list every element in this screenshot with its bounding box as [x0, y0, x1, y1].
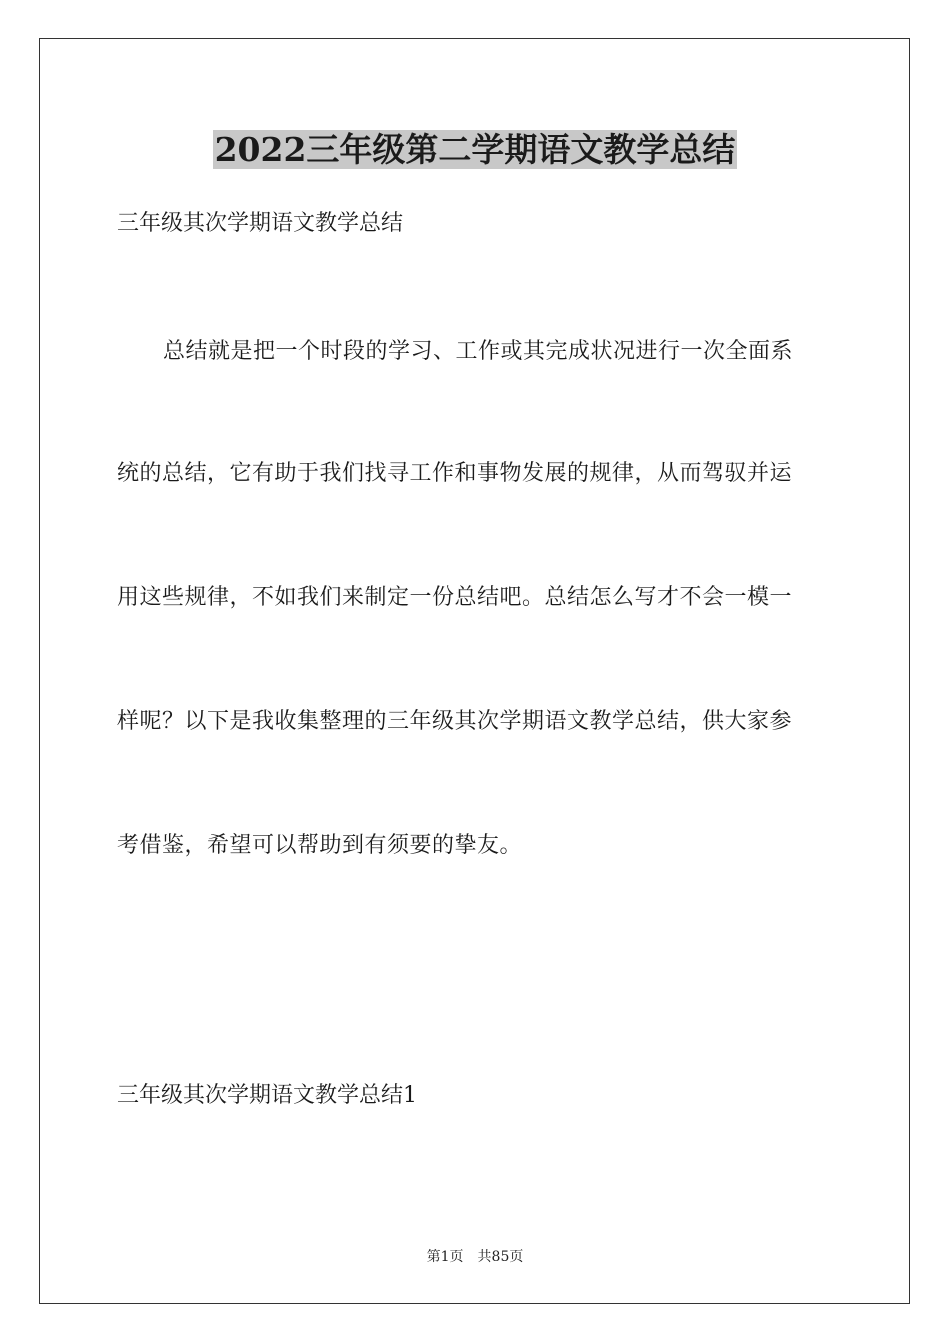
document-title-text: 2022三年级第二学期语文教学总结 [214, 130, 736, 169]
paragraph-line-3: 用这些规律，不如我们来制定一份总结吧。总结怎么写才不会一模一 [117, 585, 793, 610]
paragraph-line-1: 总结就是把一个时段的学习、工作或其完成状况进行一次全面系 [163, 339, 794, 364]
document-subtitle: 三年级其次学期语文教学总结 [117, 211, 404, 236]
paragraph-line-4: 样呢？以下是我收集整理的三年级其次学期语文教学总结，供大家参 [117, 709, 793, 734]
section-heading: 三年级其次学期语文教学总结1 [117, 1083, 417, 1108]
page-number-current: 第1页 [426, 1249, 464, 1265]
document-title [0, 128, 950, 172]
page-footer [0, 1247, 950, 1267]
page-number-total: 共85页 [477, 1249, 524, 1265]
paragraph-line-2: 统的总结，它有助于我们找寻工作和事物发展的规律，从而驾驭并运 [117, 461, 793, 486]
paragraph-line-5: 考借鉴，希望可以帮助到有须要的挚友。 [117, 833, 523, 858]
